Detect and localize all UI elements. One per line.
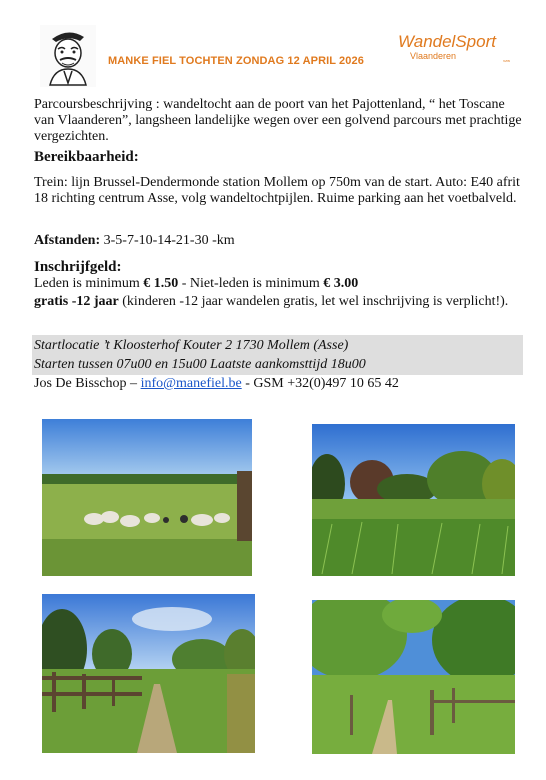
gratis-line xyxy=(34,294,524,310)
gratis-label: gratis -12 jaar xyxy=(34,294,119,309)
leden-amount: € 1.50 xyxy=(143,276,179,291)
photo-path-fence xyxy=(42,594,255,753)
photo-field-trees xyxy=(312,424,515,576)
logo-main-text: WandelSport xyxy=(398,32,496,51)
contact-name: Jos De Bisschop – xyxy=(34,376,141,391)
photo-sheep-meadow xyxy=(42,419,252,576)
inschrijfgeld-prices xyxy=(34,276,524,292)
price-middle: - Niet-leden is minimum xyxy=(178,276,324,291)
route-description: Parcoursbeschrijving : wandeltocht aan de poort van het Pajottenland, “ het Toscane van Vlaanderen”, langsheen landelijke wegen over een golvend parcours met prachtige vergezichten. xyxy=(34,97,522,144)
wandelsport-logo xyxy=(398,33,516,67)
logo-tiny-text: vzw xyxy=(503,58,510,63)
afstanden-line xyxy=(34,233,524,249)
gratis-note: (kinderen -12 jaar wandelen gratis, let wel inschrijving is verplicht!). xyxy=(118,294,509,309)
contact-email-link[interactable]: info@manefiel.be xyxy=(140,376,242,391)
contact-phone: - GSM +32(0)497 10 65 42 xyxy=(241,376,399,391)
start-location: Startlocatie ’t Kloosterhof Kouter 2 1730 Mollem (Asse) xyxy=(34,338,349,353)
logo-sub-text: Vlaanderen xyxy=(410,51,457,61)
mascot-logo xyxy=(40,25,96,87)
afstanden-value: 3-5-7-10-14-21-30 -km xyxy=(103,233,235,248)
bereikbaarheid-text: Trein: lijn Brussel-Dendermonde station Mollem op 750m van de start. Auto: E40 afrit 18 richting centrum Asse, volg wandeltochtpijlen. Ruime parking aan het voetbalveld. xyxy=(34,175,520,206)
bereikbaarheid-heading: Bereikbaarheid: xyxy=(34,149,139,165)
page-title: MANKE FIEL TOCHTEN ZONDAG 12 APRIL 2026 xyxy=(108,55,364,67)
contact-line xyxy=(34,376,524,392)
inschrijfgeld-heading: Inschrijfgeld: xyxy=(34,259,122,275)
nietleden-amount: € 3.00 xyxy=(323,276,359,291)
afstanden-label: Afstanden: xyxy=(34,233,101,248)
photo-forest-path xyxy=(312,600,515,754)
leden-prefix: Leden is minimum xyxy=(34,276,144,291)
start-times: Starten tussen 07u00 en 15u00 Laatste aankomsttijd 18u00 xyxy=(34,357,366,372)
